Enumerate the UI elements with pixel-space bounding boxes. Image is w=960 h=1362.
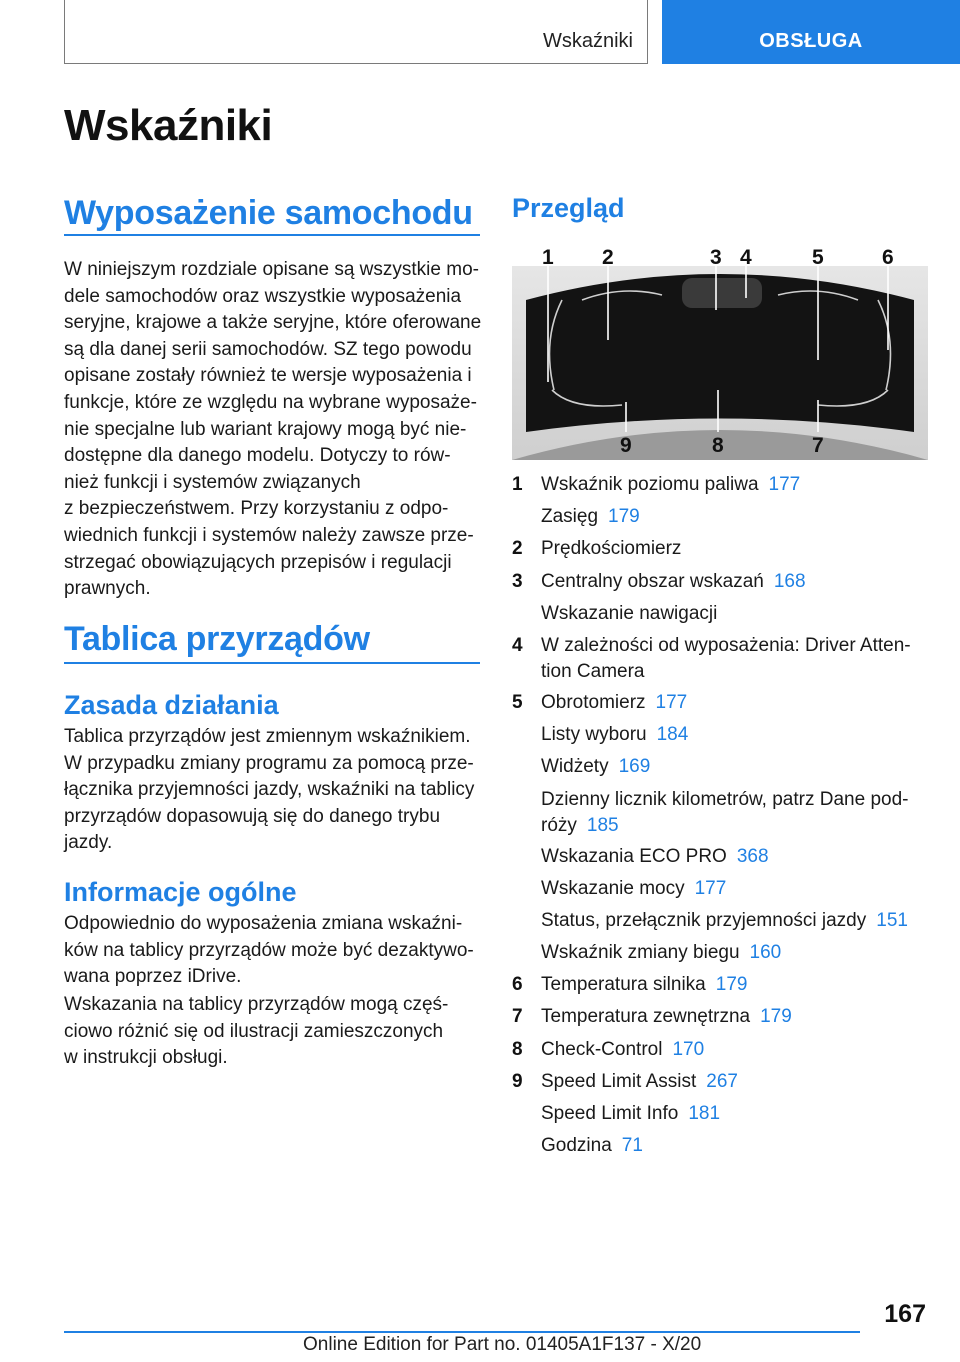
- legend-text: [541, 972, 922, 998]
- legend-number: 4: [512, 634, 523, 656]
- text-line: W przypadku zmiany programu za pomocą prze‐: [64, 752, 474, 774]
- page-reference-link[interactable]: 179: [760, 1006, 792, 1028]
- callout-9: 9: [620, 434, 632, 457]
- legend-item: [512, 601, 932, 633]
- page-reference-link[interactable]: 267: [706, 1070, 738, 1092]
- legend-text: [541, 754, 922, 780]
- running-header-title: Wskaźniki: [542, 30, 633, 52]
- legend-number: 3: [512, 570, 523, 592]
- heading-overview: Przegląd: [512, 193, 625, 223]
- page-reference-link[interactable]: 71: [621, 1135, 643, 1157]
- equipment-paragraph: [64, 257, 484, 603]
- legend-text: [541, 722, 922, 748]
- legend-text: [541, 787, 922, 839]
- page-reference-link[interactable]: 177: [655, 691, 688, 713]
- legend-item: [512, 1069, 932, 1101]
- page-reference-link[interactable]: 179: [608, 506, 640, 528]
- page-reference-link[interactable]: 179: [715, 974, 748, 996]
- legend-item: [512, 787, 932, 844]
- callout-2: 2: [602, 246, 614, 269]
- legend-text: [541, 876, 922, 902]
- camera-housing: [682, 278, 762, 308]
- legend-text: [541, 1101, 922, 1127]
- legend-label: Status, przełącznik przyjemności jazdy: [541, 909, 867, 931]
- legend-text: [541, 472, 922, 498]
- legend-item: [512, 754, 932, 786]
- callout-7: 7: [812, 434, 824, 457]
- legend-text: [541, 1133, 922, 1159]
- text-line: w instrukcji obsługi.: [64, 1047, 228, 1069]
- general-paragraph-1: [64, 911, 484, 991]
- text-line: Tablica przyrządów jest zmiennym wskaźnikiem.: [64, 726, 471, 747]
- legend-text: [541, 504, 922, 530]
- text-line: nież funkcji i systemów związanych: [64, 471, 361, 493]
- legend-text: [541, 690, 922, 716]
- legend-label: Speed Limit Assist: [541, 1070, 697, 1092]
- page-reference-link[interactable]: 185: [586, 814, 619, 836]
- legend-label: Dzienny licznik kilometrów, patrz Dane pod‐ róży: [541, 788, 909, 836]
- legend-label: Speed Limit Info: [541, 1103, 679, 1124]
- legend-label: Wskazanie nawigacji: [541, 602, 718, 624]
- text-line: łącznika przyjemności jazdy, wskaźniki na tablicy: [64, 779, 475, 801]
- legend-number: 7: [512, 1006, 523, 1028]
- legend-list: [512, 472, 932, 1165]
- legend-label: Listy wyboru: [541, 724, 647, 746]
- legend-number: 2: [512, 538, 523, 560]
- page-reference-link[interactable]: 169: [618, 756, 651, 778]
- legend-text: [541, 633, 922, 685]
- page-reference-link[interactable]: 160: [749, 942, 782, 964]
- legend-number: 5: [512, 691, 523, 713]
- legend-label: Prędkościomierz: [541, 538, 682, 560]
- legend-item: [512, 1004, 932, 1036]
- text-line: wiednich funkcji i systemów należy zawsze prze‐: [64, 524, 474, 546]
- running-header-box: [64, 0, 648, 64]
- legend-label: Temperatura silnika: [541, 974, 706, 996]
- text-line: funkcje, które ze względu na wybrane wyposaże‐: [64, 391, 477, 413]
- legend-text: [541, 1037, 922, 1063]
- text-line: seryjne, krajowe a także seryjne, które oferowane: [64, 312, 482, 334]
- text-line: wana poprzez iDrive.: [64, 966, 242, 988]
- text-line: Odpowiednio do wyposażenia zmiana wskaźni‐: [64, 913, 463, 934]
- instrument-cluster-illustration: [512, 240, 928, 460]
- legend-label: W zależności od wyposażenia: Driver Atten‐ tion Camera: [541, 634, 911, 682]
- callout-6: 6: [882, 246, 894, 269]
- callout-5: 5: [812, 246, 824, 269]
- page-title: Wskaźniki: [64, 101, 273, 150]
- legend-item: [512, 536, 932, 568]
- legend-label: Obrotomierz: [541, 691, 646, 713]
- legend-text: [541, 908, 922, 934]
- page-number: 167: [884, 1300, 926, 1328]
- heading-instrument-panel: Tablica przyrządów: [64, 620, 370, 658]
- legend-label: Widżety: [541, 756, 609, 778]
- legend-text: [541, 1069, 922, 1095]
- section-tab-label: OBSŁUGA: [759, 30, 863, 52]
- callout-4: 4: [740, 246, 752, 269]
- page-reference-link[interactable]: 181: [688, 1103, 721, 1124]
- legend-item: [512, 569, 932, 601]
- text-line: opisane zostały również te wersje wyposażenia i: [64, 365, 472, 387]
- page-reference-link[interactable]: 177: [768, 474, 801, 495]
- text-line: Wskazania na tablicy przyrządów mogą częś‐: [64, 994, 449, 1015]
- callout-8: 8: [712, 434, 724, 457]
- legend-label: Wskazanie mocy: [541, 877, 685, 899]
- legend-item: [512, 1101, 932, 1133]
- legend-text: [541, 601, 922, 627]
- legend-text: [541, 536, 922, 562]
- legend-number: 9: [512, 1070, 523, 1092]
- legend-item: [512, 908, 932, 940]
- legend-text: [541, 844, 922, 870]
- text-line: dele samochodów oraz wszystkie wyposażenia: [64, 285, 462, 307]
- legend-label: Zasięg: [541, 506, 599, 528]
- text-line: strzegać obowiązujących przepisów i regulacji: [64, 551, 452, 573]
- legend-item: [512, 1037, 932, 1069]
- footer-rule: [64, 1331, 860, 1333]
- page-reference-link[interactable]: 177: [694, 877, 727, 899]
- text-line: przyrządów dopasowują się do danego trybu: [64, 805, 441, 827]
- legend-label: Wskaźnik poziomu paliwa: [541, 474, 759, 495]
- page-reference-link[interactable]: 368: [736, 845, 769, 867]
- text-line: ciowo różnić się od ilustracji zamieszczonych: [64, 1020, 444, 1042]
- legend-label: Godzina: [541, 1135, 612, 1157]
- legend-item: [512, 633, 932, 690]
- legend-text: [541, 940, 922, 966]
- text-line: są dla danej serii samochodów. SZ tego powodu: [64, 338, 472, 360]
- text-line: prawnych.: [64, 578, 151, 600]
- page-reference-link[interactable]: 184: [656, 724, 689, 746]
- callout-3: 3: [710, 246, 722, 269]
- legend-item: [512, 876, 932, 908]
- heading-general-info: Informacje ogólne: [64, 877, 297, 907]
- legend-item: [512, 844, 932, 876]
- section-tab[interactable]: [662, 0, 960, 64]
- heading-rule: [64, 662, 480, 664]
- legend-number: 8: [512, 1038, 523, 1060]
- legend-item: [512, 472, 932, 504]
- legend-label: Temperatura zewnętrzna: [541, 1006, 751, 1028]
- legend-text: [541, 569, 922, 595]
- text-line: z bezpieczeństwem. Przy korzystaniu z odpo‐: [64, 498, 449, 520]
- legend-label: Centralny obszar wskazań: [541, 570, 764, 592]
- legend-label: Wskaźnik zmiany biegu: [541, 942, 740, 964]
- text-line: nie specjalne lub wariant krajowy mogą być nie‐: [64, 418, 467, 440]
- heading-rule: [64, 234, 480, 236]
- text-line: jazdy.: [64, 832, 113, 854]
- page-reference-link[interactable]: 168: [773, 570, 806, 592]
- general-paragraph-2: [64, 992, 484, 1072]
- legend-label: Check-Control: [541, 1038, 663, 1060]
- legend-number: 1: [512, 474, 523, 495]
- callout-1: 1: [542, 246, 554, 269]
- legend-number: 6: [512, 974, 523, 996]
- heading-equipment: Wyposażenie samochodu: [64, 194, 473, 232]
- text-line: W niniejszym rozdziale opisane są wszystkie mo‐: [64, 259, 479, 280]
- footer-edition: Online Edition for Part no. 01405A1F137 - X/20: [303, 1334, 702, 1355]
- legend-item: [512, 1133, 932, 1165]
- page-reference-link[interactable]: 170: [672, 1038, 705, 1060]
- page-reference-link[interactable]: 151: [876, 909, 908, 931]
- legend-item: [512, 972, 932, 1004]
- text-line: ków na tablicy przyrządów może być dezaktywo‐: [64, 939, 474, 961]
- text-line: dostępne dla danego modelu. Dotyczy to rów‐: [64, 445, 451, 467]
- legend-label: Wskazania ECO PRO: [541, 845, 727, 867]
- legend-text: [541, 1004, 922, 1030]
- legend-item: [512, 722, 932, 754]
- legend-item: [512, 940, 932, 972]
- legend-item: [512, 690, 932, 722]
- heading-principle: Zasada działania: [64, 690, 279, 720]
- principle-paragraph: [64, 724, 484, 857]
- legend-item: [512, 504, 932, 536]
